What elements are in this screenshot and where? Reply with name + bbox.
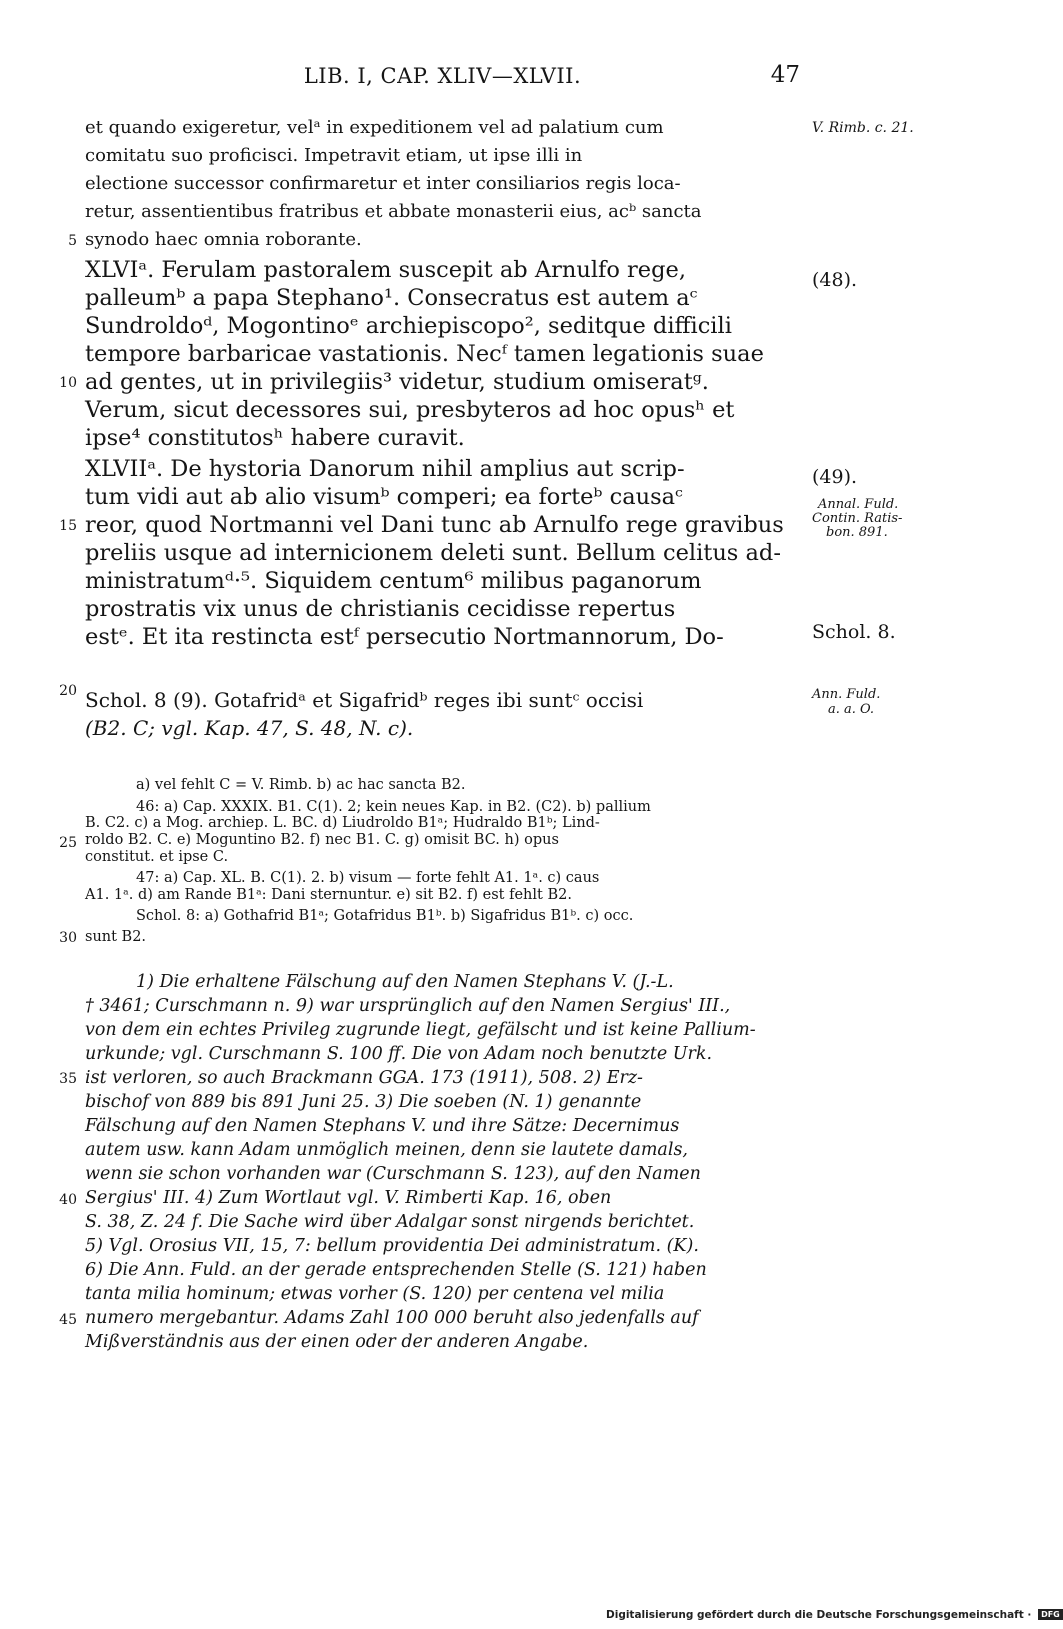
footnote-line: † 3461; Curschmann n. 9) war ursprünglich auf den Namen Sergius' III., (85, 996, 731, 1016)
text-line: prostratis vix unus de christianis cecidisse repertus (85, 596, 676, 622)
line-number: 25 (59, 835, 77, 851)
line-number: 10 (59, 375, 77, 391)
apparatus-line: B. C2. c) a Mog. archiep. L. BC. d) Liudroldo B1ᵃ; Hudraldo B1ᵇ; Lind- (85, 815, 600, 831)
text-line: reor, quod Nortmanni vel Dani tunc ab Arnulfo rege gravibus (85, 512, 784, 538)
chapter-47-heading-line: XLVIIᵃ. De hystoria Danorum nihil amplius aut scrip- (85, 456, 685, 482)
apparatus-line: sunt B2. (85, 929, 147, 945)
footnote-line: autem usw. kann Adam unmöglich meinen, denn sie lautete damals, (85, 1140, 688, 1160)
apparatus-line: 46: a) Cap. XXXIX. B1. C(1). 2; kein neues Kap. in B2. (C2). b) pallium (136, 799, 651, 815)
footnote-line: 6) Die Ann. Fuld. an der gerade entsprechenden Stelle (S. 121) haben (85, 1260, 707, 1280)
footnote-line: S. 38, Z. 24 f. Die Sache wird über Adalgar sonst nirgends berichtet. (85, 1212, 695, 1232)
scholion-line: Schol. 8 (9). Gotafridᵃ et Sigafridᵇ reges ibi suntᶜ occisi (85, 688, 644, 712)
footnote-line: Sergius' III. 4) Zum Wortlaut vgl. V. Rimberti Kap. 16, oben (85, 1188, 612, 1208)
text-line: ipse⁴ constitutosʰ habere curavit. (85, 425, 465, 451)
page-number: 47 (770, 62, 800, 88)
apparatus-line: A1. 1ᵃ. d) am Rande B1ᵃ: Dani sternuntur. e) sit B2. f) est fehlt B2. (85, 887, 572, 903)
apparatus-line: constitut. et ipse C. (85, 849, 229, 865)
footnote-line: urkunde; vgl. Curschmann S. 100 ff. Die von Adam noch benutzte Urk. (85, 1044, 713, 1064)
line-number: 40 (59, 1192, 77, 1208)
footnote-line: bischof von 889 bis 891 Juni 25. 3) Die soeben (N. 1) genannte (85, 1092, 642, 1112)
footnote-line: Mißverständnis aus der einen oder der anderen Angabe. (85, 1332, 589, 1352)
line-number: 45 (59, 1312, 77, 1328)
footnote-line: von dem ein echtes Privileg zugrunde liegt, gefälscht und ist keine Pallium- (85, 1020, 756, 1040)
text-line: ministratumᵈ·⁵. Siquidem centum⁶ milibus paganorum (85, 568, 702, 594)
apparatus-line: Schol. 8: a) Gothafrid B1ᵃ; Gotafridus B1ᵇ. b) Sigafridus B1ᵇ. c) occ. (136, 908, 634, 924)
digitization-credit (606, 1609, 1063, 1621)
text-line: retur, assentientibus fratribus et abbate monasterii eius, acᵇ sancta (85, 201, 702, 222)
credit-text: Digitalisierung gefördert durch die Deutsche Forschungsgemeinschaft · (606, 1609, 1032, 1621)
footnote-line: 5) Vgl. Orosius VII, 15, 7: bellum providentia Dei administratum. (K). (85, 1236, 699, 1256)
scholion-line: (B2. C; vgl. Kap. 47, S. 48, N. c). (85, 716, 414, 740)
margin-note-ann-fuld-loc: a. a. O. (828, 702, 875, 717)
text-line: comitatu suo proficisci. Impetravit etiam, ut ipse illi in (85, 145, 583, 166)
margin-note-48: (48). (812, 269, 858, 291)
line-number: 15 (59, 518, 77, 534)
footnote-line: 1) Die erhaltene Fälschung auf den Namen Stephans V. (J.-L. (136, 972, 674, 992)
apparatus-line: 47: a) Cap. XL. B. C(1). 2. b) visum — forte fehlt A1. 1ᵃ. c) caus (136, 870, 600, 886)
footnote-line: ist verloren, so auch Brackmann GGA. 173 (1911), 508. 2) Erz- (85, 1068, 643, 1088)
footnote-line: wenn sie schon vorhanden war (Curschmann S. 123), auf den Namen (85, 1164, 701, 1184)
margin-note-annal-fuld: Annal. Fuld. (818, 497, 899, 512)
text-line: tempore barbaricae vastationis. Necᶠ tamen legationis suae (85, 341, 764, 367)
line-number: 35 (59, 1071, 77, 1087)
text-line: preliis usque ad internicionem deleti sunt. Bellum celitus ad- (85, 540, 781, 566)
footnote-line: tanta milia hominum; etwas vorher (S. 120) per centena vel milia (85, 1284, 665, 1304)
margin-note-vita-rimberti: V. Rimb. c. 21. (812, 120, 914, 136)
text-line: palleumᵇ a papa Stephano¹. Consecratus est autem aᶜ (85, 285, 698, 311)
running-title: LIB. I, CAP. XLIV—XLVII. (303, 64, 582, 88)
chapter-46-heading-line: XLVIᵃ. Ferulam pastoralem suscepit ab Arnulfo rege, (85, 257, 686, 283)
text-line: synodo haec omnia roborante. (85, 229, 362, 250)
footnote-line: Fälschung auf den Namen Stephans V. und ihre Sätze: Decernimus (85, 1116, 680, 1136)
margin-note-49: (49). (812, 466, 858, 488)
text-line: et quando exigeretur, velᵃ in expeditionem vel ad palatium cum (85, 117, 664, 138)
apparatus-line: roldo B2. C. e) Moguntino B2. f) nec B1. C. g) omisit BC. h) opus (85, 832, 559, 848)
footnote-line: numero mergebantur. Adams Zahl 100 000 beruht also jedenfalls auf (85, 1308, 699, 1328)
text-line: Verum, sicut decessores sui, presbyteros ad hoc opusʰ et (85, 397, 735, 423)
line-number: 20 (59, 683, 77, 699)
line-number: 30 (59, 930, 77, 946)
margin-note-schol8: Schol. 8. (812, 621, 896, 643)
text-line: ad gentes, ut in privilegiis³ videtur, studium omiseratᵍ. (85, 369, 709, 395)
apparatus-line: a) vel fehlt C = V. Rimb. b) ac hac sancta B2. (136, 777, 466, 793)
dfg-logo: DFG (1038, 1609, 1063, 1620)
text-line: estᵉ. Et ita restincta estᶠ persecutio Nortmannorum, Do- (85, 624, 724, 650)
margin-note-annal-fuld-year: bon. 891. (826, 525, 888, 540)
text-line: tum vidi aut ab alio visumᵇ comperi; ea forteᵇ causaᶜ (85, 484, 683, 510)
margin-note-annal-fuld-contin: Contin. Ratis- (812, 511, 903, 526)
line-number: 5 (68, 233, 77, 249)
page-header (85, 60, 800, 96)
margin-note-ann-fuld: Ann. Fuld. (812, 687, 881, 702)
text-line: Sundroldoᵈ, Mogontinoᵉ archiepiscopo², seditque difficili (85, 313, 732, 339)
text-line: electione successor confirmaretur et inter consiliarios regis loca- (85, 173, 681, 194)
